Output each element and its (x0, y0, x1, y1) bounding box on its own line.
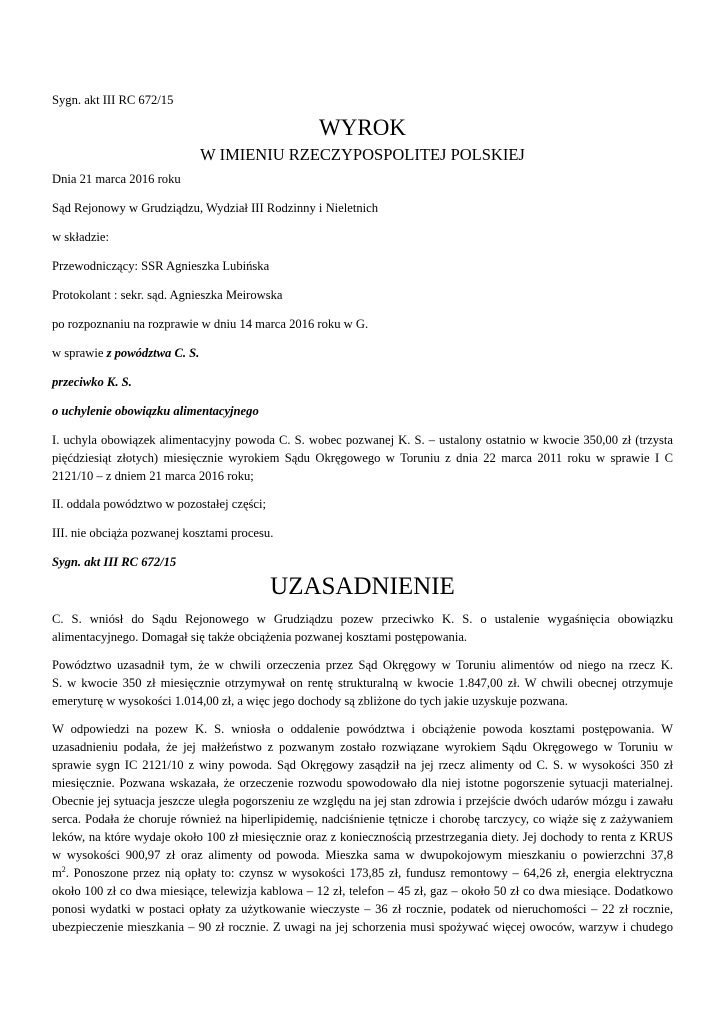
defendant: przeciwko K. S. (52, 375, 132, 389)
plaintiff: z powództwa C. S. (106, 346, 200, 360)
case-prefix: w sprawie (52, 346, 107, 360)
court-clerk: Protokolant : sekr. sąd. Agnieszka Meirowska (52, 288, 283, 302)
justification-title: UZASADNIENIE (270, 573, 455, 600)
paragraph-line: w wysokości 900,97 zł oraz alimenty od powoda. Mieszka sama w dwupokojowym mieszkaniu o powierzchni 37,8 (52, 848, 673, 862)
hearing-info: po rozpoznaniu na rozprawie w dniu 14 marca 2016 roku w G. (52, 317, 369, 331)
ruling-item-3: III. nie obciąża pozwanej kosztami procesu. (52, 526, 274, 540)
judgment-date: Dnia 21 marca 2016 roku (52, 172, 181, 186)
paragraph-line: alimentacyjnego. Domagał się także obciążenia pozwanej kosztami postępowania. (52, 630, 468, 644)
case-line (52, 346, 673, 361)
ruling-item-2: II. oddala powództwo w pozostałej części; (52, 497, 267, 511)
paragraph-line-tail: . Ponoszone przez nią opłaty to: czynsz w wysokości 173,85 zł, fundusz remontowy – 64,26 zł, energia elektryczna (65, 866, 673, 880)
paragraph-line (52, 866, 673, 881)
document-subtitle: W IMIENIU RZECZYPOSPOLITEJ POLSKIEJ (200, 145, 525, 164)
paragraph-line: W odpowiedzi na pozew K. S. wniosła o oddalenie powództwa i obciążenie powoda kosztami postępowania. W (52, 722, 673, 736)
paragraph-line: emeryturę w wysokości 1.014,00 zł, a więc jego dochody są zbliżone do tych jakie uzyskuje pozwana. (52, 694, 568, 708)
presiding-judge: Przewodniczący: SSR Agnieszka Lubińska (52, 259, 270, 273)
court-name: Sąd Rejonowy w Grudziądzu, Wydział III Rodzinny i Nieletnich (52, 201, 379, 215)
paragraph-line: C. S. wniósł do Sądu Rejonowego w Grudziądzu pozew przeciwko K. S. o ustalenie wygaśnięcia obowiązku (52, 612, 673, 626)
paragraph-line: serca. Podała że choruje również na hiperlipidemię, nadciśnienie tętnicze i chorobę tarczycy, co wiąże się z zażywaniem (52, 812, 673, 826)
justification-signature: Sygn. akt III RC 672/15 (52, 555, 177, 569)
composition-label: w składzie: (52, 230, 110, 244)
ruling-line: I. uchyla obowiązek alimentacyjny powoda C. S. wobec pozwanej K. S. – ustalony ostatnio w kwocie 350,00 zł (trzysta (52, 433, 673, 447)
ruling-line: pięćdziesiąt złotych) miesięcznie wyrokiem Sądu Okręgowego w Toruniu z dnia 22 marca 2011 roku w sprawie I C (52, 451, 673, 465)
paragraph-line: uzasadnieniu podała, że jej małżeństwo z pozwanym zostało rozwiązane wyrokiem Sądu Okręgowego w Toruniu w (52, 740, 673, 754)
paragraph-line: około 100 zł co dwa miesiące, telewizja kablowa – 12 zł, telefon – 45 zł, gaz – około 50 zł co dwa miesiące. Dodatkowo (52, 884, 673, 898)
paragraph-line: sprawie sygn IC 2121/10 z winy powoda. Sąd Okręgowy zasądził na jej rzecz alimenty od C. S. w wysokości 350 zł (52, 758, 673, 772)
unit-squared: 2 (61, 864, 66, 874)
paragraph-line: S. w kwocie 350 zł miesięcznie otrzymywał on rentę strukturalną w kwocie 1.847,00 zł. W chwili obecnej otrzymuje (52, 676, 673, 690)
unit-m: m (52, 866, 62, 880)
paragraph-line: ubezpieczenie mieszkania – 90 zł rocznie. Z uwagi na jej schorzenia musi spożywać więcej owoców, warzyw i chudego (52, 920, 673, 934)
paragraph-line: leków, na które wydaje około 100 zł miesięcznie oraz z koniecznością przestrzegania diety. Jej dochody to renta z KRUS (52, 830, 673, 844)
document-title: WYROK (319, 115, 406, 140)
paragraph-line: ponosi wydatki w postaci opłaty za użytkowanie wieczyste – 36 zł rocznie, podatek od nieruchomości – 22 zł rocznie, (52, 902, 673, 916)
case-signature: Sygn. akt III RC 672/15 (52, 93, 174, 107)
case-subject: o uchylenie obowiązku alimentacyjnego (52, 404, 259, 418)
paragraph-line: Obecnie jej sytuacja jeszcze uległa pogorszeniu ze względu na jej stan zdrowia i przejście dwóch udarów mózgu i zawału (52, 794, 673, 808)
paragraph-line: Powództwo uzasadnił tym, że w chwili orzeczenia przez Sąd Okręgowy w Toruniu alimentów od niego na rzecz K. (52, 658, 673, 672)
ruling-line: 2121/10 – z dniem 21 marca 2016 roku; (52, 469, 254, 483)
paragraph-line: miesięcznie. Pozwana wskazała, że orzeczenie rozwodu spowodowało dla niej istotne pogorszenie sytuacji materialnej. (52, 776, 673, 790)
